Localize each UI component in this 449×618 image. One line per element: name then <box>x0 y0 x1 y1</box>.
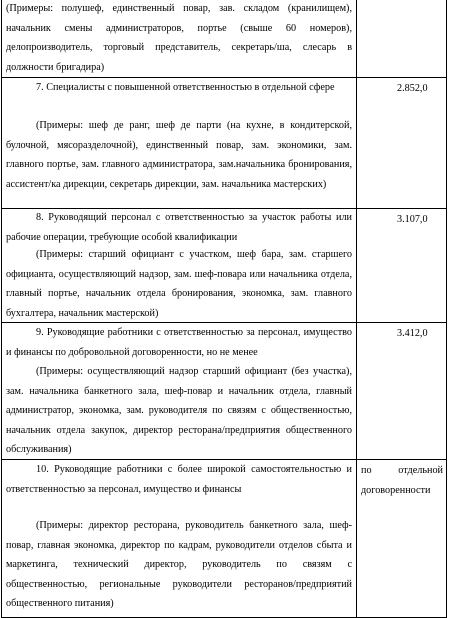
examples-text: (Примеры: шеф де ранг, шеф де парти (на кухне, в кондитерской, булочной, мясоразделочной), единственный повар, зам. экономики, зам. главного портье, зам. главного администратора, зам.начальника бронирования, ассистент/ка дирекции, секретарь дирекции, зам. начальника мастерских) <box>6 120 352 190</box>
examples-text: (Примеры: осуществляющий надзор старший официант (без участка), зам. начальника банкетного зала, шеф-повар и начальник отдела, главный администратор, экономка, зам. руководителя по связям с общественностью, начальник отдела закупок, директор ресторана/предприятия общественного обслуживания) <box>6 366 352 456</box>
table-row <box>2 323 446 460</box>
table-row <box>2 78 446 209</box>
description-cell <box>2 460 357 617</box>
value-cell <box>357 0 446 77</box>
salary-value: 3.107,0 <box>397 214 428 225</box>
description-cell <box>2 0 357 77</box>
table-row <box>2 0 446 78</box>
table-row <box>2 460 446 618</box>
examples-text: (Примеры: старший официант с участком, шеф бара, зам. старшего официанта, осуществляющий надзор, зам. шеф-повара или начальника отдела, главный портье, начальник отдела бронирования, экономка, зам. главного бухгалтера, начальник мастерской) <box>6 249 352 319</box>
examples-text: (Примеры: директор ресторана, руководитель банкетного зала, шеф-повар, главная экономка, директор по кадрам, руководители отделов сбыта и маркетинга, технический директор, руководитель по связям с общественностью, региональные руководители ресторанов/предприятий общественного питания) <box>6 520 352 610</box>
category-title: 10. Руководящие работники с более широкой самостоятельностью и ответственностью за персонал, имущество и финансы <box>6 464 352 495</box>
description-cell <box>2 209 357 322</box>
value-cell <box>357 460 446 617</box>
salary-table <box>1 0 447 618</box>
value-cell <box>357 78 446 208</box>
salary-value: 3.412,0 <box>397 328 428 339</box>
salary-note: по отдельной договоренности <box>361 465 443 496</box>
examples-text: (Примеры: полушеф, единственный повар, зав. складом (кранилищем), начальник смены администраторов, портье (свыше 60 номеров), делопроизводитель, торговый представитель, секретарь/ша, слесарь в должности бригадира) <box>6 3 352 73</box>
table-row <box>2 209 446 323</box>
value-cell <box>357 323 446 459</box>
category-title: 9. Руководящие работники с ответственностью за персонал, имущество и финансы по добровольной договоренности, но не менее <box>6 327 352 358</box>
value-cell <box>357 209 446 322</box>
description-cell <box>2 323 357 459</box>
category-title: 7. Специалисты с повышенной ответственностью в отдельной сфере <box>36 82 335 93</box>
description-cell <box>2 78 357 208</box>
salary-value: 2.852,0 <box>397 83 428 94</box>
category-title: 8. Руководящий персонал с ответственностью за участок работы или рабочие операции, требующие особой квалификации <box>6 212 352 243</box>
